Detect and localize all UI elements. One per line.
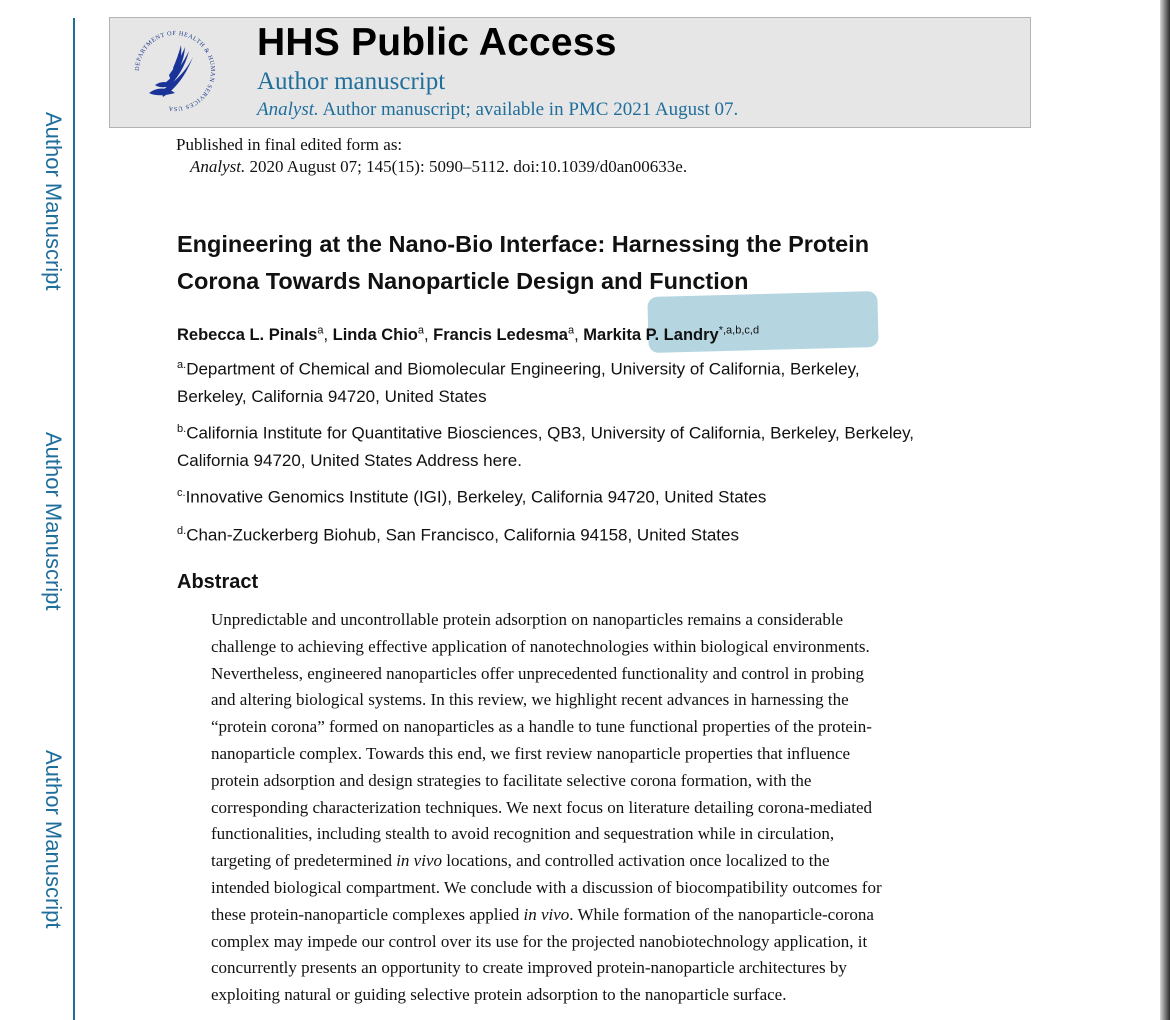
abstract-line: these protein-nanoparticle complexes applied in vivo. While formation of the nanoparticle-corona bbox=[211, 904, 874, 924]
affiliation: $^{b.}$California Institute for Quantitative Biosciences, QB3, University of California, Berkeley, Berkeley, California 94720, United States Address here. bbox=[177, 423, 915, 470]
abstract-line: complex may impede our control over its use for the projected nanobiotechnology application, it bbox=[211, 931, 868, 951]
author: Markita P. Landry$^{*,a,b,c,d}$ bbox=[583, 324, 760, 344]
abstract-line: intended biological compartment. We conclude with a discussion of biocompatibility outcomes for bbox=[211, 877, 882, 897]
abstract-line: functionalities, including stealth to avoid recognition and sequestration while in circulation, bbox=[211, 824, 835, 844]
abstract-line: targeting of predetermined in vivo locations, and controlled activation once localized to the bbox=[211, 851, 830, 871]
affiliation: $^{d.}$Chan-Zuckerberg Biohub, San Francisco, California 94158, United States bbox=[177, 525, 739, 545]
hhs-header-banner bbox=[109, 17, 1031, 128]
logo-ring-text: DEPARTMENT OF HEALTH & HUMAN SERVICES USA bbox=[133, 29, 217, 113]
availability-text: Author manuscript; available in PMC 2021 August 07. bbox=[318, 99, 739, 120]
author-manuscript-subtitle: Author manuscript bbox=[257, 68, 446, 95]
abstract-line: protein adsorption and design strategies to facilitate selective corona formation, with the bbox=[211, 770, 812, 790]
abstract-line: concurrently presents an opportunity to create improved protein-nanoparticle architectures by bbox=[211, 958, 847, 978]
citation-journal: Analyst. bbox=[190, 157, 246, 176]
journal-name: Analyst. bbox=[257, 99, 319, 120]
author: Francis Ledesma$^a$, bbox=[433, 324, 584, 344]
abstract-line: exploiting natural or guiding selective protein adsorption to the nanoparticle surface. bbox=[211, 985, 787, 1005]
abstract-line: nanoparticle complex. Towards this end, we first review nanoparticle properties that influence bbox=[211, 743, 851, 763]
published-label: Published in final edited form as: bbox=[176, 135, 403, 154]
availability-line bbox=[257, 99, 738, 121]
author: Linda Chio$^a$, bbox=[332, 324, 434, 344]
author-list bbox=[177, 324, 759, 345]
affiliation: $^{c.}$Innovative Genomics Institute (IGI), Berkeley, California 94720, United States bbox=[177, 487, 767, 507]
margin-rule bbox=[73, 18, 75, 1020]
hhs-public-access-title: HHS Public Access bbox=[257, 21, 617, 64]
author: Rebecca L. Pinals$^a$, bbox=[177, 324, 333, 344]
abstract-heading: Abstract bbox=[177, 571, 259, 593]
abstract-line: challenge to achieving effective application of nanotechnologies within biological environments. bbox=[211, 636, 870, 656]
abstract-line: and altering biological systems. In this review, we highlight recent advances in harnessing the bbox=[211, 690, 849, 710]
affiliation: $^{a.}$Department of Chemical and Biomolecular Engineering, University of California, Berkeley, Berkeley, California 94720, United States bbox=[177, 359, 860, 406]
article-title: Engineering at the Nano-Bio Interface: Harnessing the Protein Corona Towards Nanoparticle Design and Function bbox=[177, 231, 870, 294]
abstract-line: Nevertheless, engineered nanoparticles offer unprecedented functionality and control in probing bbox=[211, 663, 864, 683]
page-right-edge-shadow bbox=[1160, 0, 1170, 1020]
citation-details: 2020 August 07; 145(15): 5090–5112. doi:10.1039/d0an00633e. bbox=[245, 157, 688, 176]
hhs-eagle-seal-icon bbox=[127, 23, 223, 119]
citation bbox=[190, 157, 687, 177]
abstract-body bbox=[211, 607, 971, 1009]
abstract-line: corresponding characterization techniques. We next focus on literature detailing corona-mediated bbox=[211, 797, 873, 817]
abstract-line: Unpredictable and uncontrollable protein adsorption on nanoparticles remains a considerable bbox=[211, 610, 844, 629]
abstract-line: “protein corona” formed on nanoparticles as a handle to tune functional properties of the protein- bbox=[211, 717, 872, 737]
